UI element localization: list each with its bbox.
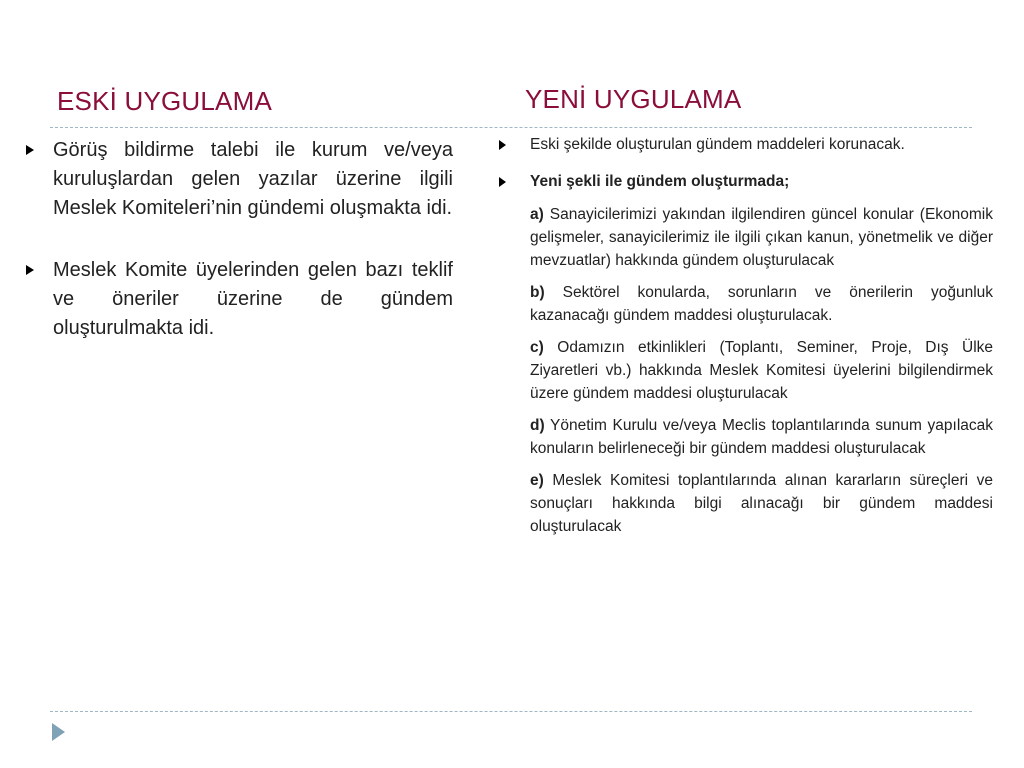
subitem-b-text: Sektörel konularda, sorunların ve önerilerin yoğunluk kazanacağı gündem maddesi oluşturulacak. bbox=[530, 284, 994, 324]
bullet-arrow-icon bbox=[26, 145, 34, 155]
old-bullet-2 bbox=[20, 256, 453, 343]
new-subitem-a bbox=[530, 203, 993, 272]
subitem-a-text: Sanayicilerimizi yakından ilgilendiren güncel konular (Ekonomik gelişmeler, sanayicilerimiz ile ilgili çıkan kanun, yönetmelik ve diğer mevzuatlar) hakkında gündem oluşturulacak bbox=[530, 206, 994, 269]
new-bullet-1-text: Eski şekilde oluşturulan gündem maddeleri korunacak. bbox=[530, 136, 905, 153]
new-bullet-2 bbox=[496, 170, 993, 193]
subitem-c-text: Odamızın etkinlikleri (Toplantı, Seminer, Proje, Dış Ülke Ziyaretleri vb.) hakkında Meslek Komitesi üyelerini bilgilendirmek üzere gündem maddesi oluşturulacak bbox=[530, 339, 994, 402]
old-bullet-2-text: Meslek Komite üyelerinden gelen bazı teklif ve öneriler üzerine de gündem oluşturulmakta idi. bbox=[53, 259, 453, 339]
old-practice-heading: ESKİ UYGULAMA bbox=[57, 86, 272, 116]
subitem-c-label: c) bbox=[530, 339, 544, 356]
old-practice-column bbox=[20, 136, 453, 376]
subitem-b-label: b) bbox=[530, 284, 545, 301]
new-practice-column bbox=[496, 133, 993, 538]
subitem-d-label: d) bbox=[530, 417, 545, 434]
bullet-arrow-icon bbox=[499, 140, 506, 150]
new-bullet-2-text: Yeni şekli ile gündem oluşturmada; bbox=[530, 173, 790, 190]
new-subitem-e bbox=[530, 469, 993, 538]
subitem-d-text: Yönetim Kurulu ve/veya Meclis toplantılarında sunum yapılacak konuların belirleneceği bir gündem maddesi oluşturulacak bbox=[530, 417, 993, 457]
bullet-arrow-icon bbox=[26, 265, 34, 275]
bottom-divider bbox=[50, 711, 972, 712]
subitem-a-label: a) bbox=[530, 206, 544, 223]
new-subitem-b bbox=[530, 281, 993, 327]
new-subitem-c bbox=[530, 336, 993, 405]
new-subitem-d bbox=[530, 414, 993, 460]
new-bullet-1 bbox=[496, 133, 993, 156]
new-practice-heading: YENİ UYGULAMA bbox=[525, 84, 742, 114]
old-bullet-1-text: Görüş bildirme talebi ile kurum ve/veya kuruluşlardan gelen yazılar üzerine ilgili Meslek Komiteleri’nin gündemi oluşmakta idi. bbox=[53, 139, 453, 219]
old-bullet-1 bbox=[20, 136, 453, 223]
subitem-e-label: e) bbox=[530, 472, 544, 489]
top-divider bbox=[50, 127, 972, 128]
corner-triangle-icon bbox=[52, 723, 65, 741]
bullet-arrow-icon bbox=[499, 177, 506, 187]
subitem-e-text: Meslek Komitesi toplantılarında alınan kararların süreçleri ve sonuçları hakkında bilgi alınacağı bir gündem maddesi oluşturulacak bbox=[530, 472, 993, 535]
